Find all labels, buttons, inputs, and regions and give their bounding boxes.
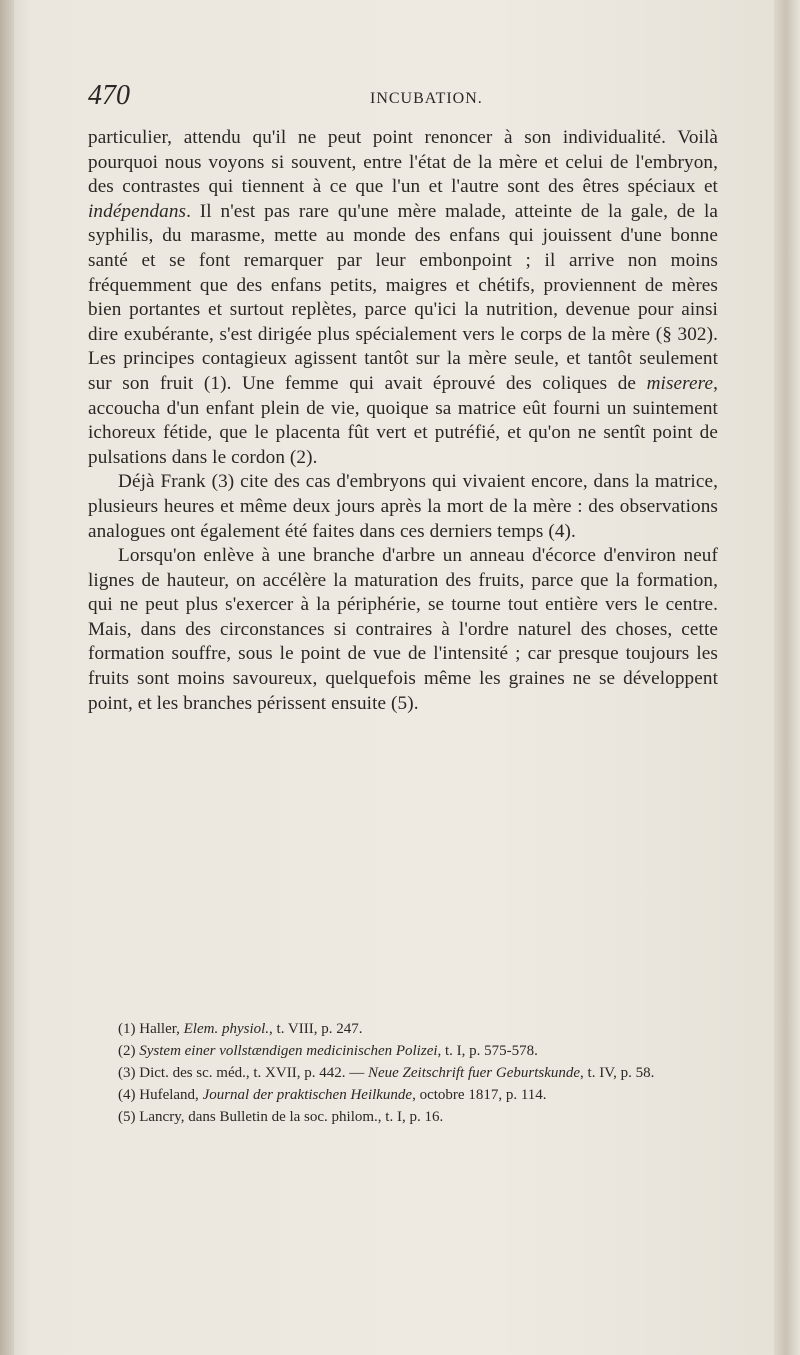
main-text: [88, 126, 718, 716]
footnote-3: (3) Dict. des sc. méd., t. XVII, p. 442. — Neue Zeitschrift fuer Geburtskunde, t. IV, p. 58.: [118, 1065, 655, 1081]
footnote-2: (2) System einer vollstændigen medicinischen Polizei, t. I, p. 575-578.: [118, 1043, 538, 1059]
page-edge: [774, 0, 800, 1355]
footnote-4: (4) Hufeland, Journal der praktischen Heilkunde, octobre 1817, p. 114.: [118, 1087, 547, 1103]
footnote-5: (5) Lancry, dans Bulletin de la soc. philom., t. I, p. 16.: [118, 1109, 444, 1125]
paragraph-2: Déjà Frank (3) cite des cas d'embryons qui vivaient encore, dans la matrice, plusieurs heures et même deux jours après la mort de la mère : des observations analogues ont également été faites dans ces derniers temps (4).: [88, 471, 718, 542]
page-gutter-shadow: [0, 0, 14, 1355]
paragraph-1: particulier, attendu qu'il ne peut point renoncer à son individualité. Voilà pourquoi nous voyons si souvent, entre l'état de la mère et celui de l'embryon, des contrastes qui tiennent à ce que l'un et l'autre sont des êtres spéciaux et indépendans. Il n'est pas rare qu'une mère malade, atteinte de la gale, de la syphilis, du marasme, mette au monde des enfans qui jouissent d'une bonne santé et se font remarquer par leur embonpoint ; il arrive non moins fréquemment que des enfans petits, maigres et chétifs, proviennent de mères bien portantes et surtout replètes, parce qu'ici la nutrition, devenue pour ainsi dire exubérante, s'est dirigée plus spécialement vers le corps de la mère (§ 302). Les principes contagieux agissent tantôt sur la mère seule, et tantôt seulement sur son fruit (1). Une femme qui avait éprouvé des coliques de miserere, accoucha d'un enfant plein de vie, quoique sa matrice eût fourni un suintement ichoreux fétide, que le placenta fût vert et putréfié, et qu'on ne sentît point de pulsations dans le cordon (2).: [88, 127, 718, 468]
running-head: INCUBATION.: [370, 90, 483, 107]
page-number: 470: [88, 80, 130, 111]
footnotes: [88, 1018, 718, 1128]
footnote-1: (1) Haller, Elem. physiol., t. VIII, p. 247.: [118, 1021, 363, 1037]
paragraph-3: Lorsqu'on enlève à une branche d'arbre un anneau d'écorce d'environ neuf lignes de hauteur, on accélère la maturation des fruits, parce que la formation, qui ne peut plus s'exercer à la périphérie, se tourne tout entière vers le centre. Mais, dans des circonstances si contraires à l'ordre naturel des choses, cette formation souffre, sous le point de vue de l'intensité ; car presque toujours les fruits sont moins savoureux, quelquefois même les graines ne se développent point, et les branches périssent ensuite (5).: [88, 545, 718, 714]
page-header: [88, 80, 718, 120]
